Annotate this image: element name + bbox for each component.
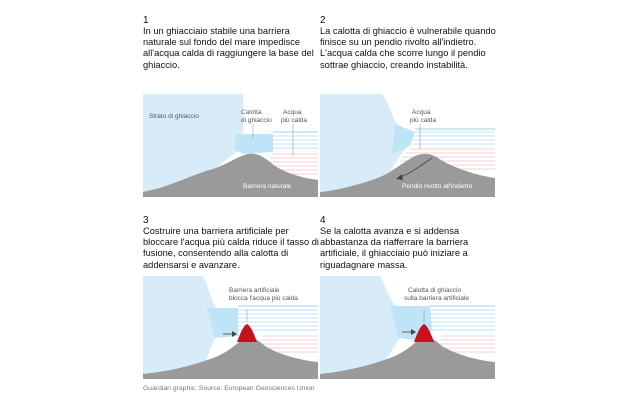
label-natural-barrier: Barriera naturale [243,183,292,190]
panel-4-caption: Se la calotta avanza e si addensa abbastanza da riafferrare la barriera artificiale, il ghiacciaio può iniziare a riguadagnare massa. [320,226,469,270]
panel-2-caption: La calotta di ghiaccio è vulnerabile quando finisce su un pendio rivolto all'indietro. L'acqua calda che scorre lungo il pendio sottrae ghiaccio, creando instabilità. [320,26,496,70]
panel-2-diagram [320,94,495,197]
panel-3-diagram [143,276,318,379]
panel-3-caption: Costruire una barriera artificiale per bloccare l'acqua più calda riduce il tasso di fusione, consentendo alla calotta di addensarsi e avanzare. [143,226,319,270]
label-warm-water-1: Acqua [283,109,302,116]
panel-1-number: 1 [143,15,149,26]
label-ice-shelf-1: Calotta [241,109,262,116]
label-retrograde-slope: Pendio rivolto all'indietro [402,183,473,190]
panel-4-diagram [320,276,495,379]
panel-3-number: 3 [143,215,149,226]
credit-line: Guardian graphic. Source: European Geosciences Union [143,385,315,392]
panel-1 [143,15,318,71]
label-ice-shelf-2: di ghiaccio [241,117,272,124]
panel-1-caption: In un ghiacciaio stabile una barriera naturale sul fondo del mare impedisce all'acqua calda di raggiungere la base del ghiaccio. [143,26,314,70]
ice-shelf [235,134,273,154]
artificial-barrier [237,324,257,342]
panel-4-number: 4 [320,215,326,226]
label-warm-water-2: più calda [281,117,308,124]
panel-3 [143,215,318,271]
label-warm-water-2: più calda [410,117,437,124]
label-ice-shelf-2: sulla barriera artificiale [404,295,470,302]
panel-1-diagram [143,94,318,197]
label-ice-shelf-1: Calotta di ghiaccio [408,287,462,294]
label-artificial-barrier-1: Barriera artificiale [229,287,280,294]
label-warm-water-1: Acqua [412,109,431,116]
panel-2 [320,15,495,71]
label-artificial-barrier-2: blocca l'acqua più calda [229,295,298,302]
label-ice-layer: Strato di ghiaccio [149,113,199,120]
panel-2-number: 2 [320,15,326,26]
panel-4 [320,215,495,271]
